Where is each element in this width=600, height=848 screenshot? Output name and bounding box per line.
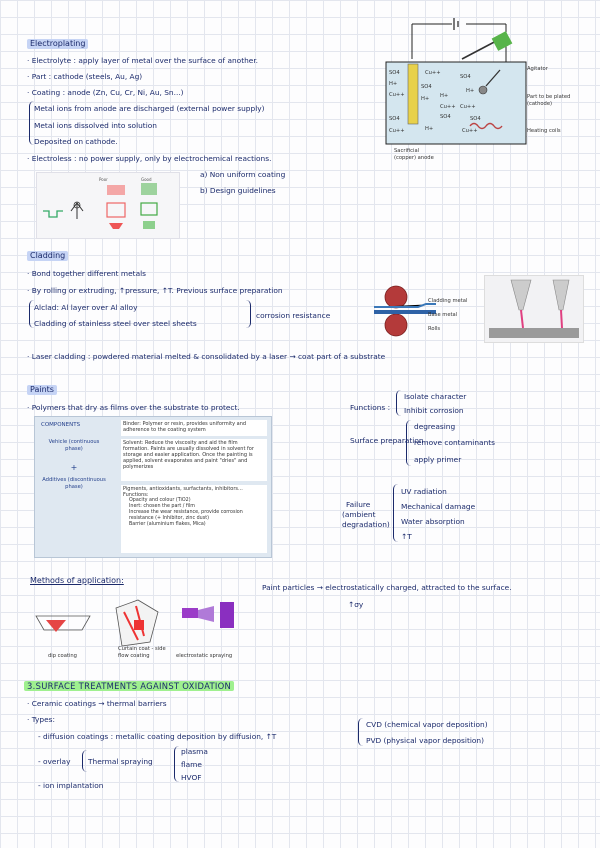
surface-prep-brace (406, 420, 411, 466)
alclad-line: Alclad: Al layer over Al alloy (34, 303, 138, 312)
spray-brace (174, 746, 179, 782)
ion-m4: Cu++ (440, 104, 456, 110)
caption-flow: flow coating (118, 653, 150, 659)
pigment-item-1: Opacity and colour (TiO2) (129, 498, 191, 503)
failure-temperature: ↑T (401, 532, 412, 541)
roll-label-clad: Cladding metal (428, 298, 468, 304)
surface-prep-label: Surface preparation (350, 436, 424, 445)
function-inhibit: Inhibit corrosion (404, 406, 464, 415)
svg-text:Good: Good (141, 177, 152, 182)
ion-l4: Cu++ (389, 128, 405, 134)
laser-line: · Laser cladding : powdered material melted & consolidated by a laser → coat part of a substrate (27, 352, 386, 361)
ion-implantation-line: - ion implantation (38, 781, 104, 790)
svg-text:Poor: Poor (99, 177, 108, 182)
surface-degreasing: degreasing (414, 422, 456, 431)
part-line: · Part : cathode (steels, Au, Ag) (27, 72, 143, 81)
pvd-line: PVD (physical vapor deposition) (366, 736, 484, 745)
plus-sign: + (70, 463, 78, 472)
cvd-line: CVD (chemical vapor deposition) (366, 720, 488, 729)
particles-line: Paint particles → electrostatically charged, attracted to the surface. (262, 583, 512, 592)
corrosion-label: corrosion resistance (256, 311, 331, 320)
anode-label-2: (copper) anode (394, 155, 434, 161)
ion-l0: SO4 (389, 70, 400, 76)
overlay-line: - overlay (38, 757, 71, 766)
function-isolate: Isolate character (404, 392, 467, 401)
part-label-1: Part to be plated (527, 94, 571, 100)
ion-m0: Cu++ (425, 70, 441, 76)
pigments-cell (121, 485, 267, 553)
ion-m2: H+ (421, 96, 430, 102)
ion-l1: H+ (389, 81, 398, 87)
functions-brace (396, 390, 401, 416)
pigment-item-4: Barrier (aluminium flakes, Mica) (129, 522, 206, 527)
ion-r3: SO4 (470, 116, 481, 122)
coating-line: · Coating : anode (Zn, Cu, Cr, Ni, Au, Sn...) (27, 88, 184, 97)
sigma-note: ↑σy (348, 600, 364, 609)
ion-m5: SO4 (440, 114, 451, 120)
ion-m3: H+ (440, 93, 449, 99)
ion-r1: H+ (466, 88, 475, 94)
overlay-brace (82, 750, 87, 772)
surface-primer: apply primer (414, 455, 462, 464)
failure-label-3: degradation) (342, 520, 390, 529)
thermal-spraying: Thermal spraying (88, 757, 153, 766)
roll-label-rolls: Rolls (428, 326, 441, 332)
anode-label-1: Sacrificial (394, 148, 420, 154)
note-design: b) Design guidelines (200, 186, 276, 195)
oxidation-heading: 3.SURFACE TREATMENTS AGAINST OXIDATION (24, 681, 234, 691)
additives-label: Additives (discontinuous phase) (42, 477, 106, 490)
failure-label-2: (ambient (342, 510, 376, 519)
caption-dip: dip coating (48, 653, 77, 659)
process-step-3: Deposited on cathode. (34, 137, 118, 146)
vehicle-label: Vehicle (continuous phase) (48, 439, 100, 452)
ion-m6: H+ (425, 126, 434, 132)
process-step-1: Metal ions from anode are discharged (external power supply) (34, 104, 265, 113)
ceramic-line: · Ceramic coatings → thermal barriers (27, 699, 167, 708)
pigment-item-3: Increase the wear resistance, provide corrosion resistance (+ Inhibitor, zinc dust) (129, 510, 243, 521)
surface-contaminants: remove contaminants (414, 438, 496, 447)
paint-components-table (34, 416, 272, 558)
diffusion-brace (358, 718, 363, 746)
roll-label-base: Base metal (428, 312, 458, 318)
pigments-functions-header: Functions: (123, 492, 149, 498)
cladding-heading: Cladding (27, 251, 68, 261)
failure-label-1: Failure (346, 500, 371, 509)
stainless-line: Cladding of stainless steel over steel sheets (34, 319, 197, 328)
spray-plasma: plasma (181, 747, 208, 756)
part-label-2: (cathode) (527, 101, 553, 107)
pigment-item-2: Inert: chosen the part / film (129, 504, 195, 509)
agitator-label: Agitator (527, 66, 548, 72)
rolling-line: · By rolling or extruding, ↑pressure, ↑T. Previous surface preparation (27, 286, 283, 295)
spray-hvof: HVOF (181, 773, 202, 782)
spray-flame: flame (181, 760, 202, 769)
polymers-line: · Polymers that dry as films over the substrate to protect. (27, 403, 240, 412)
ion-r2: Cu++ (460, 104, 476, 110)
failure-mechanical: Mechanical damage (401, 502, 476, 511)
ion-l3: SO4 (389, 116, 400, 122)
diffusion-line: - diffusion coatings : metallic coating deposition by diffusion, ↑T (38, 732, 277, 741)
ion-l2: Cu++ (389, 92, 405, 98)
components-header: COMPONENTS (41, 422, 81, 428)
ion-m1: SO4 (421, 84, 432, 90)
cladding-brace-right (246, 300, 251, 328)
failure-water: Water absorption (401, 517, 465, 526)
functions-label: Functions : (350, 403, 391, 412)
binder-cell: Binder: Polymer or resin, provides uniformity and adherence to the coating system (121, 420, 267, 436)
electroless-line: · Electroless : no power supply, only by electrochemical reactions. (27, 154, 272, 163)
caption-electrostatic: electrostatic spraying (176, 653, 233, 659)
paints-heading: Paints (27, 385, 57, 395)
note-nonuniform: a) Non uniform coating (200, 170, 286, 179)
failure-uv: UV radiation (401, 487, 447, 496)
bond-line: · Bond together different metals (27, 269, 147, 278)
pigments-title: Pigments, antioxidants, surfactants, inhibitors... (123, 486, 243, 492)
process-step-2: Metal ions dissolved into solution (34, 121, 157, 130)
ion-r4: Cu++ (462, 128, 478, 134)
roll-bonding-figure (374, 283, 480, 339)
laser-cladding-figure (484, 275, 584, 343)
electrolyte-line: · Electrolyte : apply layer of metal over the surface of another. (27, 56, 259, 65)
design-guidelines-figure (36, 172, 180, 239)
solvent-cell: Solvent: Reduce the viscosity and aid the film formation. Paints are usually dissolved in solvent for storage and easier application. Once the painting is applied, solvent evaporates and paint "dries" and polymerizes (121, 439, 267, 481)
electroplating-heading: Electroplating (27, 39, 88, 49)
methods-heading: Methods of application: (30, 576, 124, 585)
ion-r0: SO4 (460, 74, 471, 80)
caption-curtain: Curtain coat - side (118, 646, 166, 652)
failure-brace (393, 484, 398, 542)
types-line: · Types: (27, 715, 56, 724)
heating-label: Heating coils (527, 128, 561, 134)
